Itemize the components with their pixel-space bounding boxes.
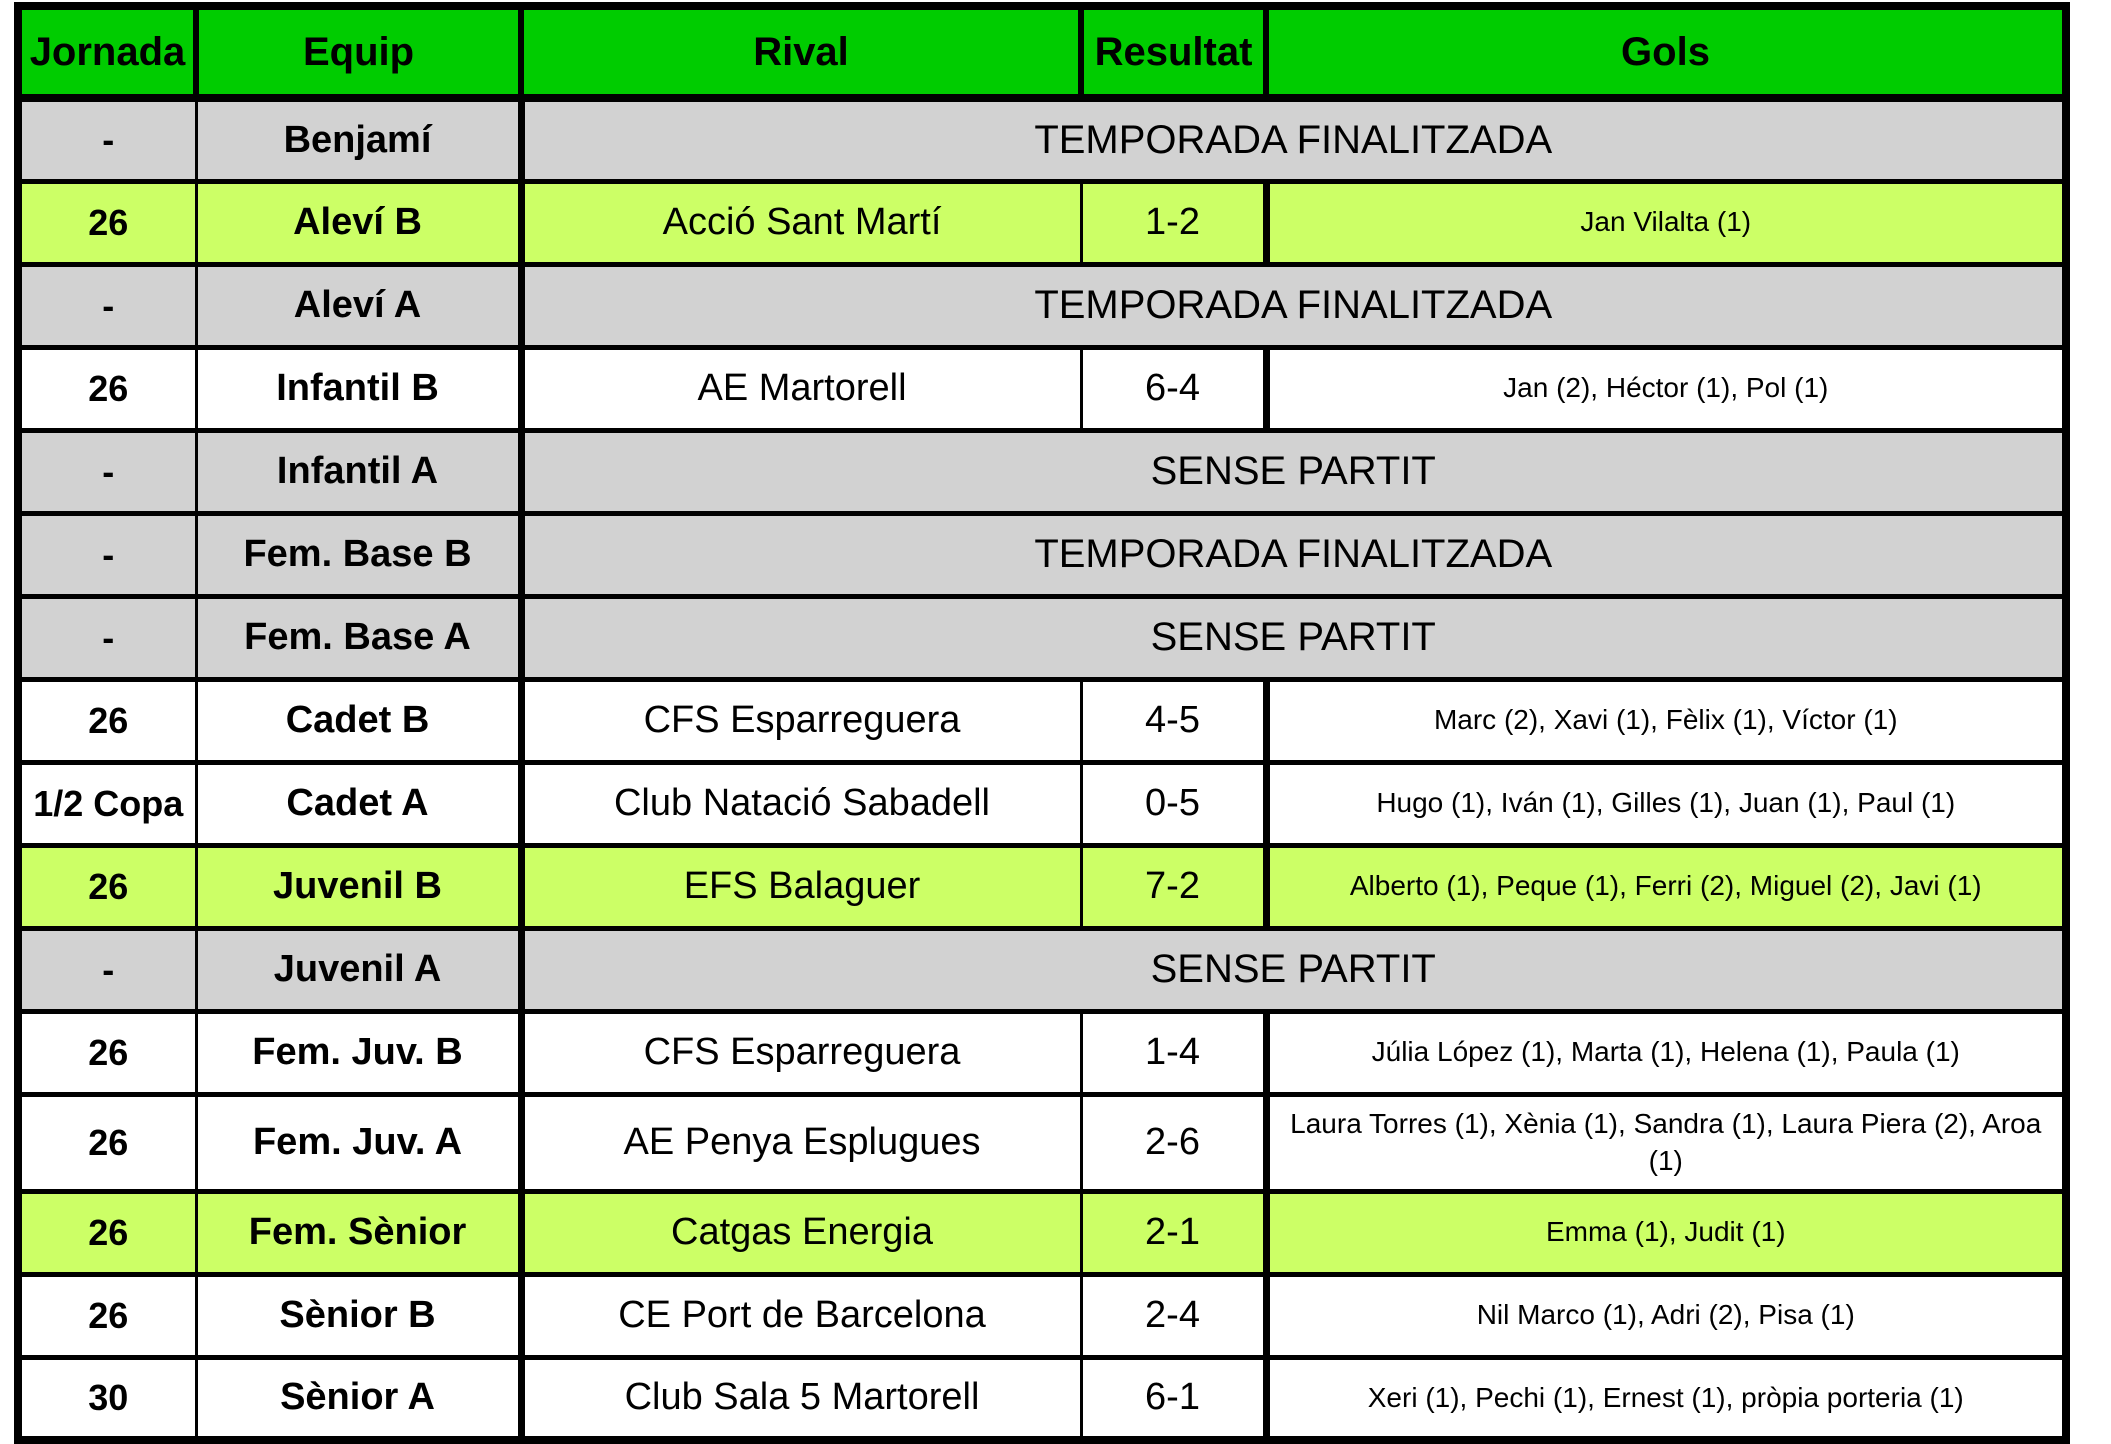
table-row — [18, 264, 2066, 347]
rival-cell: Club Natació Sabadell — [521, 762, 1081, 845]
table-row — [18, 347, 2066, 430]
resultat-cell: 6-1 — [1081, 1357, 1266, 1440]
status-cell: TEMPORADA FINALITZADA — [521, 264, 2066, 347]
gols-cell: Xeri (1), Pechi (1), Ernest (1), pròpia porteria (1) — [1266, 1357, 2066, 1440]
resultat-cell: 4-5 — [1081, 679, 1266, 762]
jornada-cell: 26 — [18, 1094, 196, 1191]
status-cell: SENSE PARTIT — [521, 928, 2066, 1011]
header-rival: Rival — [521, 6, 1081, 98]
gols-cell: Alberto (1), Peque (1), Ferri (2), Miguel (2), Javi (1) — [1266, 845, 2066, 928]
jornada-cell: - — [18, 430, 196, 513]
jornada-cell: - — [18, 264, 196, 347]
table-row — [18, 98, 2066, 181]
equip-cell: Cadet B — [196, 679, 521, 762]
equip-cell: Fem. Base A — [196, 596, 521, 679]
status-cell: SENSE PARTIT — [521, 596, 2066, 679]
equip-cell: Fem. Juv. B — [196, 1011, 521, 1094]
header-resultat: Resultat — [1081, 6, 1266, 98]
table-row — [18, 845, 2066, 928]
gols-cell: Emma (1), Judit (1) — [1266, 1191, 2066, 1274]
table-row — [18, 679, 2066, 762]
resultat-cell: 2-6 — [1081, 1094, 1266, 1191]
table-row — [18, 762, 2066, 845]
jornada-cell: 1/2 Copa — [18, 762, 196, 845]
gols-cell: Nil Marco (1), Adri (2), Pisa (1) — [1266, 1274, 2066, 1357]
gols-cell: Laura Torres (1), Xènia (1), Sandra (1), Laura Piera (2), Aroa (1) — [1266, 1094, 2066, 1191]
gols-cell: Marc (2), Xavi (1), Fèlix (1), Víctor (1) — [1266, 679, 2066, 762]
equip-cell: Fem. Juv. A — [196, 1094, 521, 1191]
table-row — [18, 513, 2066, 596]
equip-cell: Juvenil B — [196, 845, 521, 928]
jornada-cell: 26 — [18, 679, 196, 762]
resultat-cell: 1-2 — [1081, 181, 1266, 264]
jornada-cell: - — [18, 596, 196, 679]
rival-cell: Club Sala 5 Martorell — [521, 1357, 1081, 1440]
gols-cell: Hugo (1), Iván (1), Gilles (1), Juan (1), Paul (1) — [1266, 762, 2066, 845]
status-cell: TEMPORADA FINALITZADA — [521, 98, 2066, 181]
equip-cell: Cadet A — [196, 762, 521, 845]
jornada-cell: 26 — [18, 845, 196, 928]
rival-cell: CFS Esparreguera — [521, 679, 1081, 762]
table-row — [18, 1191, 2066, 1274]
resultat-cell: 2-4 — [1081, 1274, 1266, 1357]
jornada-cell: - — [18, 98, 196, 181]
rival-cell: CE Port de Barcelona — [521, 1274, 1081, 1357]
rival-cell: EFS Balaguer — [521, 845, 1081, 928]
table-row — [18, 1011, 2066, 1094]
jornada-cell: 26 — [18, 181, 196, 264]
table-row — [18, 430, 2066, 513]
rival-cell: Catgas Energia — [521, 1191, 1081, 1274]
table-row — [18, 1274, 2066, 1357]
jornada-cell: 26 — [18, 1191, 196, 1274]
equip-cell: Fem. Sènior — [196, 1191, 521, 1274]
table-row — [18, 1094, 2066, 1191]
resultat-cell: 7-2 — [1081, 845, 1266, 928]
table-row — [18, 596, 2066, 679]
rival-cell: AE Martorell — [521, 347, 1081, 430]
table-row — [18, 181, 2066, 264]
table-row — [18, 928, 2066, 1011]
jornada-cell: 26 — [18, 1274, 196, 1357]
gols-cell: Jan Vilalta (1) — [1266, 181, 2066, 264]
jornada-cell: 26 — [18, 347, 196, 430]
results-table — [14, 2, 2070, 1444]
header-jornada: Jornada — [18, 6, 196, 98]
resultat-cell: 6-4 — [1081, 347, 1266, 430]
status-cell: SENSE PARTIT — [521, 430, 2066, 513]
gols-cell: Jan (2), Héctor (1), Pol (1) — [1266, 347, 2066, 430]
resultat-cell: 2-1 — [1081, 1191, 1266, 1274]
rival-cell: Acció Sant Martí — [521, 181, 1081, 264]
header-equip: Equip — [196, 6, 521, 98]
equip-cell: Sènior A — [196, 1357, 521, 1440]
jornada-cell: - — [18, 513, 196, 596]
rival-cell: AE Penya Esplugues — [521, 1094, 1081, 1191]
equip-cell: Benjamí — [196, 98, 521, 181]
header-gols: Gols — [1266, 6, 2066, 98]
equip-cell: Infantil A — [196, 430, 521, 513]
jornada-cell: - — [18, 928, 196, 1011]
header-row — [18, 6, 2066, 98]
equip-cell: Infantil B — [196, 347, 521, 430]
jornada-cell: 30 — [18, 1357, 196, 1440]
gols-cell: Júlia López (1), Marta (1), Helena (1), Paula (1) — [1266, 1011, 2066, 1094]
table-row — [18, 1357, 2066, 1440]
equip-cell: Sènior B — [196, 1274, 521, 1357]
status-cell: TEMPORADA FINALITZADA — [521, 513, 2066, 596]
jornada-cell: 26 — [18, 1011, 196, 1094]
resultat-cell: 1-4 — [1081, 1011, 1266, 1094]
equip-cell: Fem. Base B — [196, 513, 521, 596]
equip-cell: Aleví A — [196, 264, 521, 347]
resultat-cell: 0-5 — [1081, 762, 1266, 845]
equip-cell: Juvenil A — [196, 928, 521, 1011]
rival-cell: CFS Esparreguera — [521, 1011, 1081, 1094]
equip-cell: Aleví B — [196, 181, 521, 264]
